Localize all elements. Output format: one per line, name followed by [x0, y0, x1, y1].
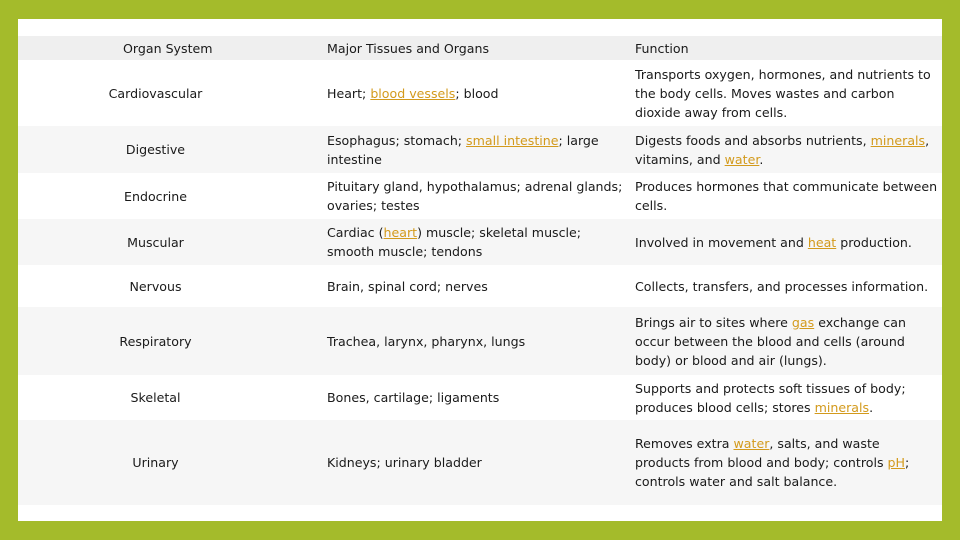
table-body — [18, 60, 942, 505]
cell-text: production. — [836, 234, 912, 250]
organ-system-cell: Urinary — [132, 455, 179, 470]
organ-system-cell: Digestive — [125, 142, 186, 157]
cell-text: ; blood — [455, 85, 499, 101]
cell-text: , vitamins, and — [635, 132, 930, 167]
cell-text: Produces hormones that communicate between cells. — [635, 179, 938, 213]
tissues-organs-cell — [327, 219, 635, 265]
organ-system-cell: Nervous — [129, 278, 182, 294]
term-link[interactable]: gas — [791, 314, 815, 330]
term-link[interactable]: minerals — [870, 132, 926, 148]
table-row — [18, 420, 942, 505]
cell-text: Digests foods and absorbs nutrients, — [635, 132, 871, 148]
cell-text: Brain, spinal cord; nerves — [327, 278, 488, 294]
cell-text: ) muscle; skeletal muscle; smooth muscle; tendons — [327, 225, 582, 259]
cell-text: Kidneys; urinary bladder — [327, 455, 482, 470]
cell-text: . — [869, 399, 874, 415]
tissues-organs-cell — [327, 375, 635, 420]
cell-text: Heart; — [327, 85, 371, 101]
header-organ-system: Organ System — [123, 40, 213, 56]
tissues-organs-cell — [327, 173, 635, 219]
table-row — [18, 307, 942, 375]
organ-system-cell: Respiratory — [119, 333, 192, 349]
cell-text: Pituitary gland, hypothalamus; adrenal glands; ovaries; testes — [327, 179, 623, 213]
cell-text: Collects, transfers, and processes information. — [635, 278, 929, 294]
tissues-organs-cell — [327, 265, 635, 307]
term-link[interactable]: small intestine — [466, 132, 559, 148]
organ-system-cell: Cardiovascular — [108, 85, 203, 101]
organ-systems-table — [18, 36, 942, 505]
organ-system-cell: Endocrine — [124, 188, 187, 204]
term-link[interactable]: heat — [807, 234, 837, 250]
term-link[interactable]: heart — [383, 225, 418, 240]
function-cell — [635, 420, 942, 505]
cell-text: ; large intestine — [327, 132, 599, 167]
table-row — [18, 173, 942, 219]
function-cell — [635, 375, 942, 420]
cell-text: Involved in movement and — [635, 234, 808, 250]
function-cell — [635, 265, 942, 307]
table-row — [18, 126, 942, 173]
table-row — [18, 375, 942, 420]
function-cell — [635, 126, 942, 173]
cell-text: Cardiac ( — [327, 225, 384, 240]
function-cell — [635, 173, 942, 219]
cell-text: Brings air to sites where — [635, 314, 792, 330]
table-row — [18, 219, 942, 265]
term-link[interactable]: pH — [887, 455, 905, 470]
tissues-organs-cell — [327, 420, 635, 505]
cell-text: . — [759, 151, 764, 167]
tissues-organs-cell — [327, 126, 635, 173]
table-row — [18, 265, 942, 307]
cell-text: exchange can occur between the blood and cells (around body) or blood and air (lungs). — [635, 314, 906, 368]
cell-text: Removes extra — [635, 436, 734, 451]
organ-system-cell: Muscular — [127, 234, 184, 250]
cell-text: Esophagus; stomach; — [327, 132, 467, 148]
term-link[interactable]: water — [733, 436, 770, 451]
term-link[interactable]: minerals — [814, 399, 870, 415]
function-cell — [635, 60, 942, 126]
table-row — [18, 60, 942, 126]
term-link[interactable]: blood vessels — [370, 85, 456, 101]
slide — [18, 19, 942, 521]
function-cell — [635, 307, 942, 375]
cell-text: Transports oxygen, hormones, and nutrients to the body cells. Moves wastes and carbon dioxide away from cells. — [635, 66, 931, 120]
cell-text: , salts, and waste products from blood and body; controls — [635, 436, 888, 470]
cell-text: ; controls water and salt balance. — [635, 455, 910, 489]
tissues-organs-cell — [327, 60, 635, 126]
function-cell — [635, 219, 942, 265]
tissues-organs-cell — [327, 307, 635, 375]
cell-text: Trachea, larynx, pharynx, lungs — [327, 333, 526, 349]
header-function: Function — [635, 40, 689, 56]
term-link[interactable]: water — [724, 151, 760, 167]
cell-text: Bones, cartilage; ligaments — [327, 390, 500, 405]
cell-text: Supports and protects soft tissues of body; produces blood cells; stores — [635, 380, 906, 415]
organ-system-cell: Skeletal — [130, 390, 181, 405]
header-major-tissues: Major Tissues and Organs — [327, 40, 490, 56]
table-header-row — [18, 36, 942, 60]
